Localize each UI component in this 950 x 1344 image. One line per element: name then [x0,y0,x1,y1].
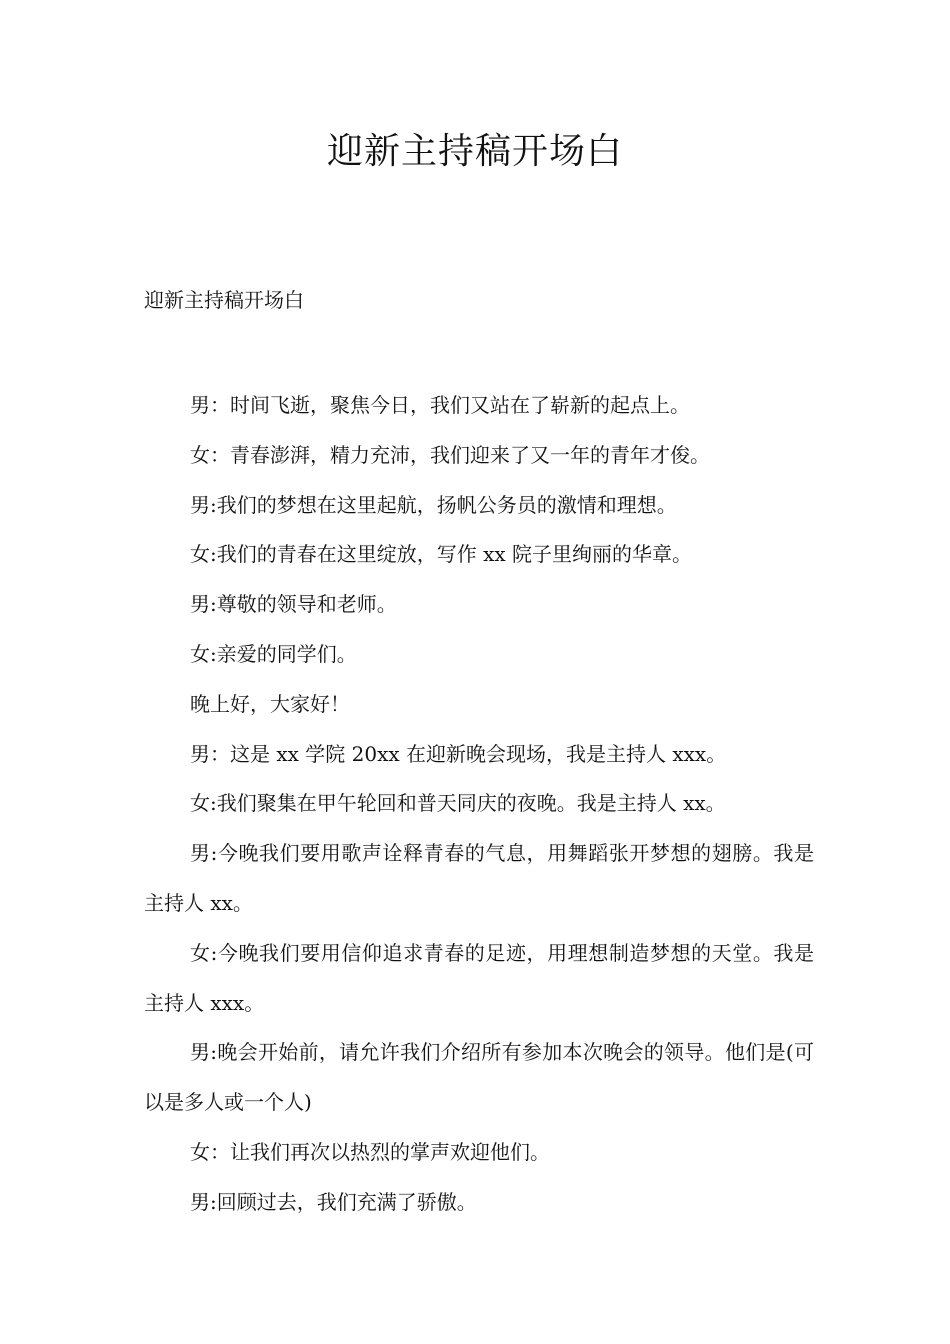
document-body [144,381,814,1228]
paragraph: 晚上好，大家好！ [190,691,350,716]
paragraph: 男:回顾过去，我们充满了骄傲。 [190,1189,477,1214]
document-subtitle: 迎新主持稿开场白 [144,288,304,312]
paragraph: 女:今晚我们要用信仰追求青春的足迹，用理想制造梦想的天堂。我是主持人 xxx。 [144,940,814,1015]
paragraph: 男:晚会开始前，请允许我们介绍所有参加本次晚会的领导。他们是(可以是多人或一个人) [144,1040,814,1115]
paragraph: 男:尊敬的领导和老师。 [190,592,397,617]
paragraph: 男:今晚我们要用歌声诠释青春的气息，用舞蹈张开梦想的翅膀。我是主持人 xx。 [144,841,814,915]
document-title: 迎新主持稿开场白 [326,131,623,172]
paragraph: 女：青春澎湃，精力充沛，我们迎来了又一年的青年才俊。 [190,442,710,467]
paragraph: 男：这是 xx 学院 20xx 在迎新晚会现场，我是主持人 xxx。 [190,741,727,766]
paragraph: 女:我们的青春在这里绽放，写作 xx 院子里绚丽的华章。 [190,542,693,567]
paragraph: 男:我们的梦想在这里起航，扬帆公务员的激情和理想。 [190,492,677,517]
paragraph: 男：时间飞逝，聚焦今日，我们又站在了崭新的起点上。 [190,393,690,417]
paragraph: 女:我们聚集在甲午轮回和普天同庆的夜晚。我是主持人 xx。 [190,791,726,816]
paragraph: 女：让我们再次以热烈的掌声欢迎他们。 [190,1139,550,1164]
paragraph: 女:亲爱的同学们。 [190,641,357,666]
